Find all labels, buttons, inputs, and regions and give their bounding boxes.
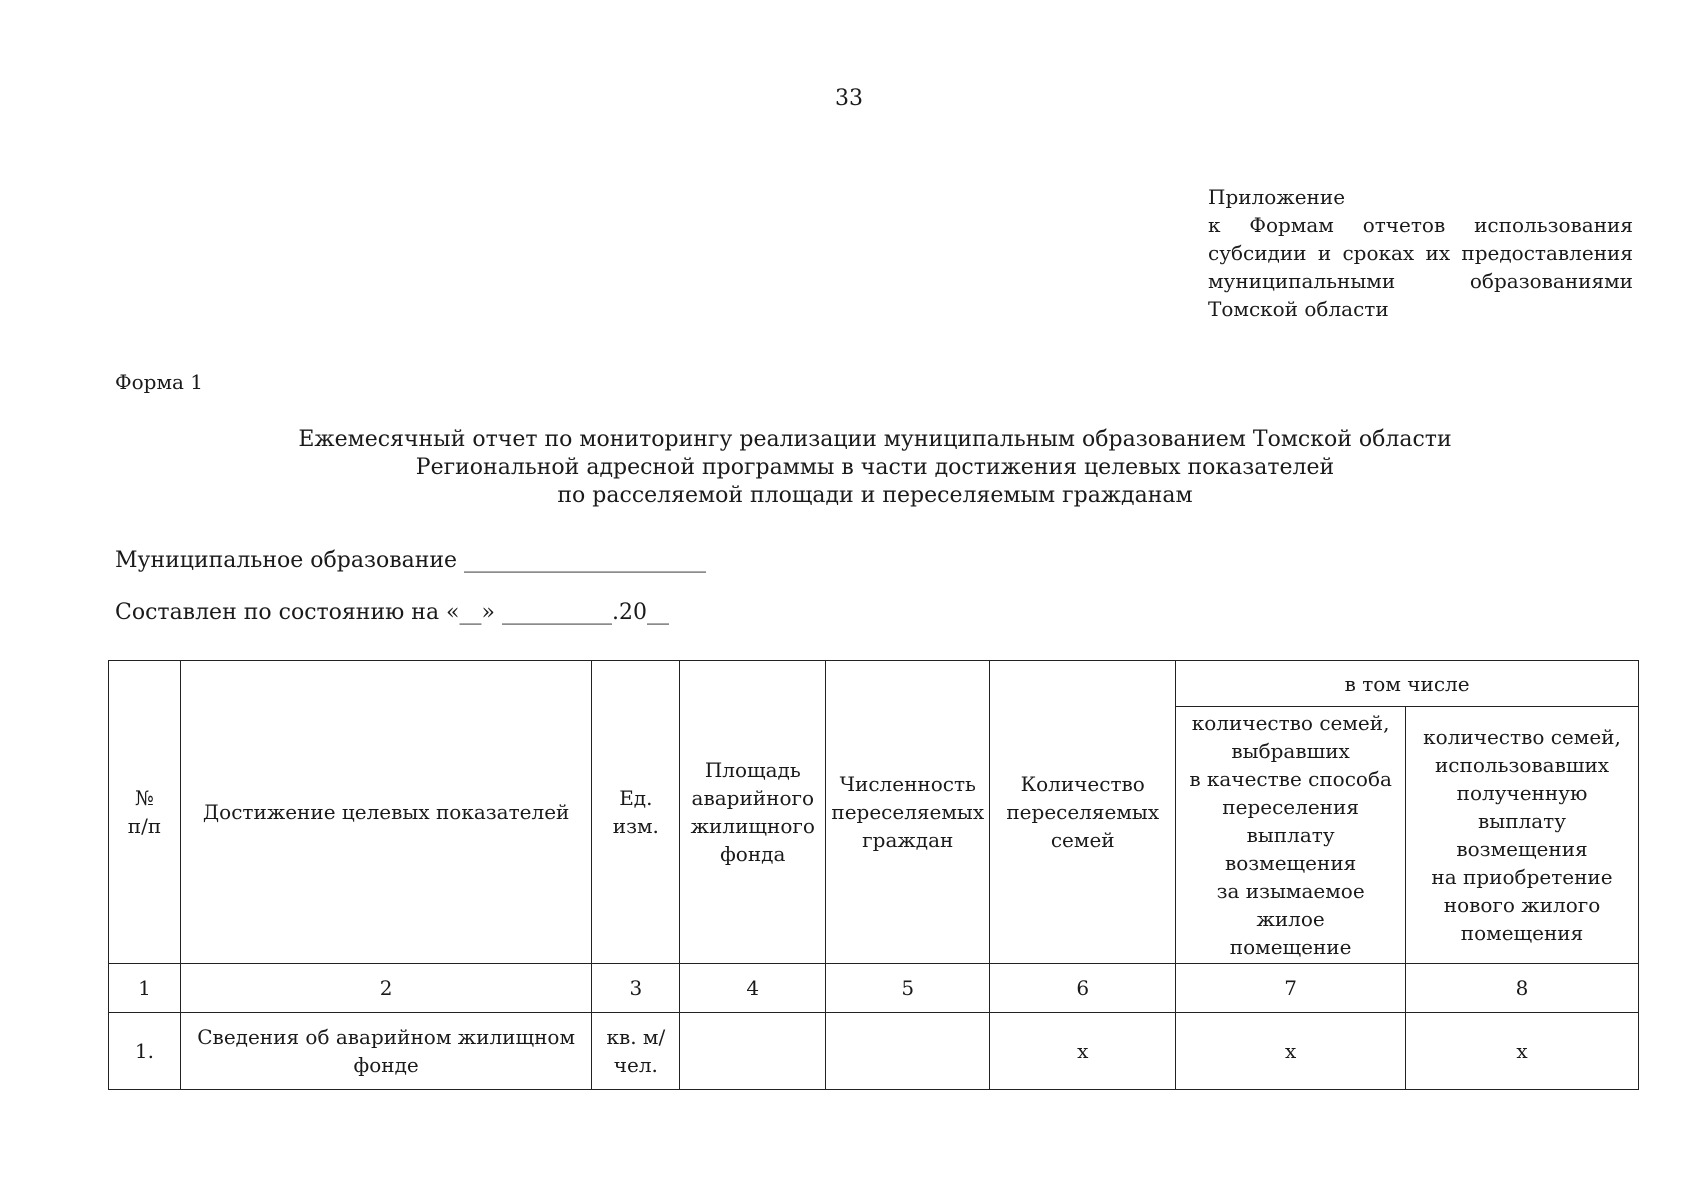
- row-families-value: х: [990, 1013, 1176, 1090]
- column-number: 7: [1176, 964, 1406, 1013]
- heading-line-3: по расселяемой площади и переселяемым гражданам: [557, 483, 1193, 508]
- table-row: [109, 1013, 1639, 1090]
- appendix-block: [1208, 183, 1633, 323]
- form-label: Форма 1: [115, 370, 204, 394]
- column-number: 4: [680, 964, 826, 1013]
- appendix-title: Приложение: [1208, 185, 1346, 209]
- header-unit: Ед. изм.: [592, 661, 680, 964]
- column-number-row: [109, 964, 1639, 1013]
- report-table: [108, 660, 1639, 1090]
- row-indicator-name: Сведения об аварийном жилищном фонде: [180, 1013, 591, 1090]
- header-families: Количество переселяемых семей: [990, 661, 1176, 964]
- header-compensation-used: количество семей, использовавших полученную выплату возмещения на приобретение нового жилого помещения: [1406, 707, 1639, 964]
- header-group-including: в том числе: [1176, 661, 1639, 707]
- row-num: 1.: [109, 1013, 181, 1090]
- row-people-value: [826, 1013, 990, 1090]
- row-area-value: [680, 1013, 826, 1090]
- report-heading: [115, 426, 1635, 510]
- page-number: 33: [835, 86, 863, 111]
- row-unit: кв. м/ чел.: [592, 1013, 680, 1090]
- heading-line-2: Региональной адресной программы в части достижения целевых показателей: [415, 455, 1335, 480]
- column-number: 2: [180, 964, 591, 1013]
- column-number: 1: [109, 964, 181, 1013]
- column-number: 5: [826, 964, 990, 1013]
- header-num: № п/п: [109, 661, 181, 964]
- column-number: 3: [592, 964, 680, 1013]
- column-number: 6: [990, 964, 1176, 1013]
- row-compensation-chosen-value: х: [1176, 1013, 1406, 1090]
- municipality-field: Муниципальное образование ______________________: [115, 548, 707, 573]
- header-indicator: Достижение целевых показателей: [180, 661, 591, 964]
- row-compensation-used-value: х: [1406, 1013, 1639, 1090]
- heading-line-1: Ежемесячный отчет по мониторингу реализации муниципальным образованием Томской области: [298, 427, 1452, 452]
- table-header-row: [109, 661, 1639, 707]
- column-number: 8: [1406, 964, 1639, 1013]
- report-date-field: Составлен по состоянию на «__» __________.20__: [115, 600, 669, 625]
- header-area: Площадь аварийного жилищного фонда: [680, 661, 826, 964]
- header-compensation-chosen: количество семей, выбравших в качестве способа переселения выплату возмещения за изымаемое жилое помещение: [1176, 707, 1406, 964]
- appendix-text: к Формам отчетов использования субсидии и сроках их предоставления муниципальными образованиями Томской области: [1208, 213, 1633, 321]
- header-people: Численность переселяемых граждан: [826, 661, 990, 964]
